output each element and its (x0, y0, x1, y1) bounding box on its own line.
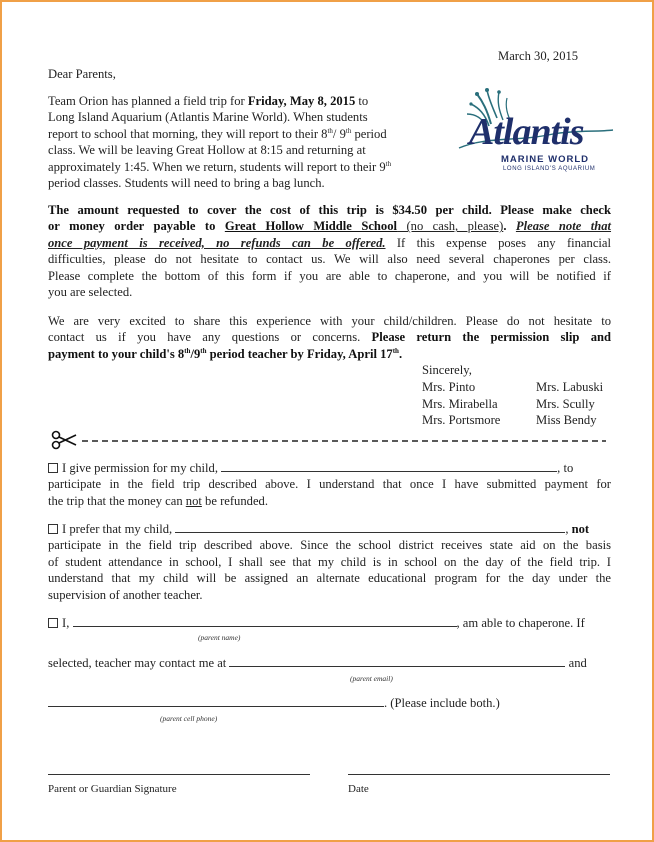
teacher-name: Mrs. Pinto (422, 380, 476, 394)
intro-paragraph: Team Orion has planned a field trip for Friday, May 8, 2015 to Long Island Aquarium (Atlantis Marine World). When students report to school that morning, they will report to their 8th/ 9th period class. We will be leaving Great Hollow at 8:15 and returning at approximately 1:45. When we return, students will report to their 9th period classes. Students will need to bring a bag lunch. (48, 94, 392, 191)
parent-email-blank[interactable] (229, 656, 565, 667)
logo-title: Atlantis (469, 111, 584, 153)
logo-tagline: LONG ISLAND'S AQUARIUM (503, 166, 596, 172)
sincerely: Sincerely, (422, 363, 472, 377)
teacher-name: Mrs. Scully (536, 397, 595, 411)
cut-line (50, 430, 610, 450)
atlantis-logo (457, 84, 615, 182)
closing-paragraph: We are very excited to share this experience with your child/children. Please do not hesitate to contact us if you have any questions or concerns. Please return the permission slip and payment to your child's 8th/9th period teacher by Friday, April 17th. (48, 314, 612, 361)
scissors-icon (53, 432, 77, 449)
logo-subtitle: MARINE WORLD (501, 154, 589, 165)
teacher-name: Miss Bendy (536, 413, 597, 427)
date-label: Date (348, 783, 369, 795)
decline-option: I prefer that my child, , not participate in the field trip described above. Since the school district receives state aid on the basis of student attendance in school, I shall see that my child is in school on the day of the field trip. I understand that my child will be assigned an alternate educational program for the day under the supervision of another teacher. (48, 522, 611, 602)
parent-name-caption: (parent name) (198, 633, 241, 642)
parent-phone-caption: (parent cell phone) (160, 714, 218, 723)
chaperone-option: I, , am able to chaperone. If (48, 615, 611, 631)
cost-paragraph: The amount requested to cover the cost of this trip is $34.50 per child. Please make check or money order payable to Great Hollow Middle School (no cash, please). Please note that once payment is received, no refunds can be offered. If this expense poses any financial difficulties, please do not hesitate to contact us. We will also need several chaperones per class. Please complete the bottom of this form if you are able to chaperone, and you will be notified if you are selected. (48, 203, 612, 300)
teacher-name: Mrs. Mirabella (422, 397, 498, 411)
child-name-blank[interactable] (175, 522, 565, 533)
contact-line: selected, teacher may contact me at and (48, 656, 587, 670)
phone-line: . (Please include both.) (48, 695, 611, 711)
signature-line[interactable] (48, 774, 310, 775)
chaperone-checkbox[interactable] (48, 618, 58, 628)
teacher-name: Mrs. Labuski (536, 380, 604, 394)
teacher-name: Mrs. Portsmore (422, 413, 501, 427)
permission-option: I give permission for my child, , to participate in the field trip described above. I understand that once I have submitted payment for the trip that the money can not be refunded. (48, 461, 611, 508)
decline-checkbox[interactable] (48, 524, 58, 534)
parent-phone-blank[interactable] (48, 696, 384, 707)
signature-label: Parent or Guardian Signature (48, 783, 177, 795)
greeting: Dear Parents, (48, 67, 116, 81)
date-line[interactable] (348, 774, 610, 775)
parent-email-caption: (parent email) (350, 674, 393, 683)
letter-date: March 30, 2015 (498, 49, 579, 63)
parent-name-blank[interactable] (73, 616, 457, 627)
child-name-blank[interactable] (221, 461, 557, 472)
permission-checkbox[interactable] (48, 463, 58, 473)
